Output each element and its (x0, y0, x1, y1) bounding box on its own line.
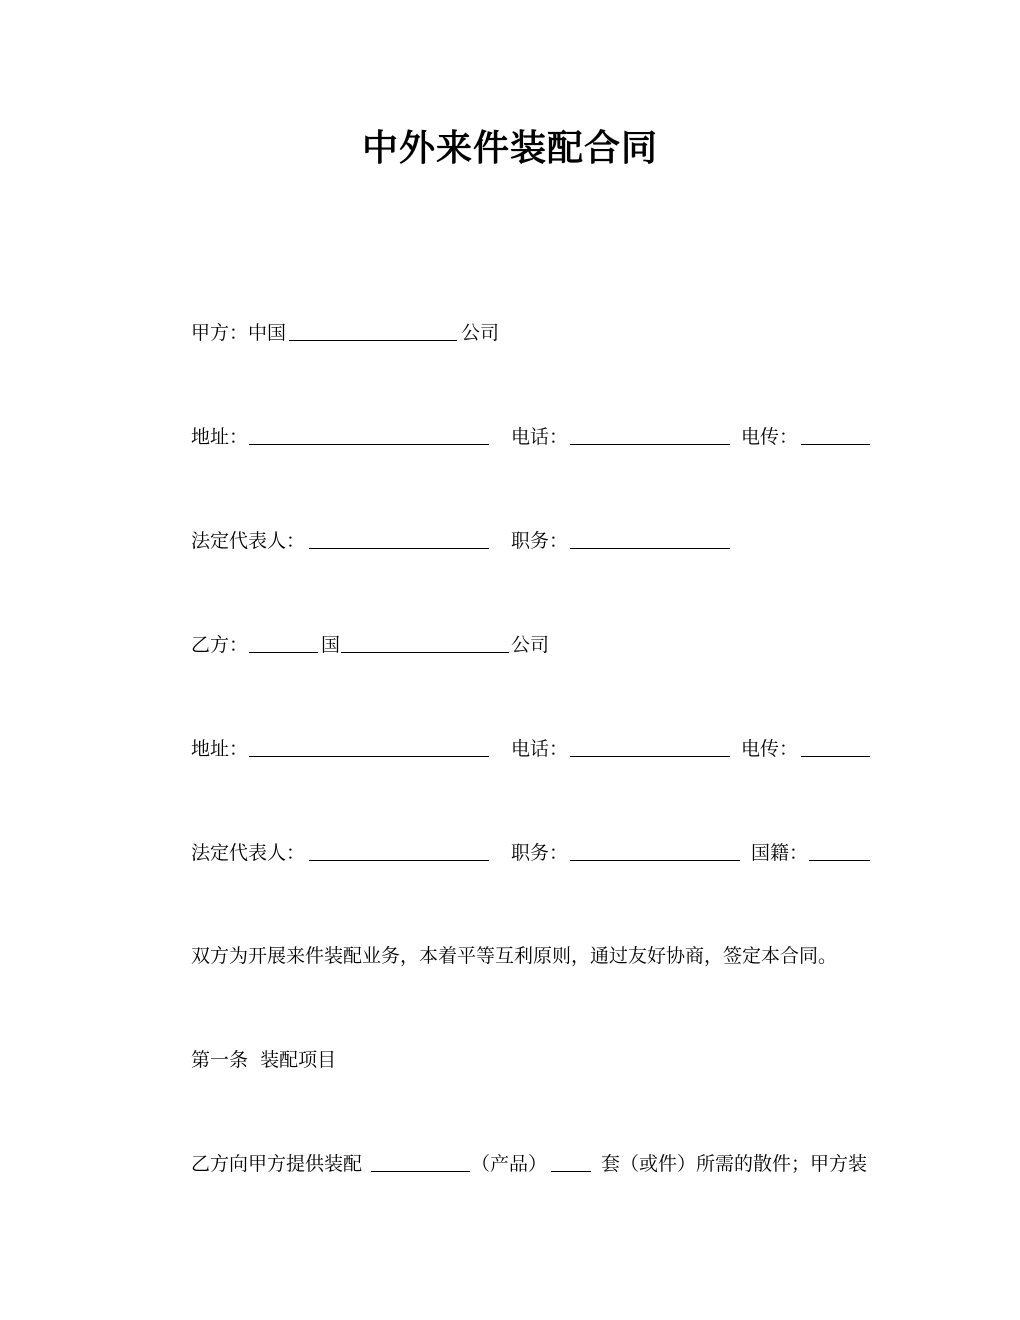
party-a-name-line (191, 320, 891, 346)
party-b-address-line (191, 736, 891, 762)
party-a-fax-label: 电传： (741, 426, 799, 448)
party-a-address-line (191, 424, 891, 450)
party-b-country: 国 (321, 634, 341, 656)
party-a-suffix: 公司 (461, 322, 500, 344)
party-b-address-label: 地址： (191, 738, 249, 760)
quantity-blank (551, 1151, 591, 1172)
party-a-rep-line (191, 528, 891, 554)
party-a-phone-label: 电话： (511, 426, 569, 448)
party-a-address-label: 地址： (191, 426, 249, 448)
intro-paragraph: 双方为开展来件装配业务，本着平等互利原则，通过友好协商，签定本合同。 (191, 945, 838, 967)
party-a-rep-blank (309, 528, 489, 549)
party-b-phone-label: 电话： (511, 738, 569, 760)
party-b-nationality-blank (809, 840, 870, 861)
party-a-rep-label: 法定代表人： (191, 530, 306, 552)
party-b-fax-label: 电传： (741, 738, 799, 760)
party-a-name-blank (289, 320, 457, 341)
party-a-phone-blank (570, 424, 730, 445)
party-b-label: 乙方： (191, 634, 249, 656)
product-blank (371, 1151, 470, 1172)
party-b-country-blank (249, 632, 318, 653)
party-b-name-line (191, 632, 891, 658)
party-b-rep-blank (309, 840, 489, 861)
article-1-heading: 第一条 装配项目 (191, 1049, 337, 1071)
article-1-text-part2: （产品） (471, 1153, 548, 1175)
party-b-rep-label: 法定代表人： (191, 842, 306, 864)
party-a-position-label: 职务： (511, 530, 569, 552)
party-a-fax-blank (801, 424, 870, 445)
party-b-phone-blank (570, 736, 730, 757)
party-b-fax-blank (801, 736, 870, 757)
article-1-text-part3: 套（或件）所需的散件；甲方装 (601, 1153, 868, 1175)
party-a-address-blank (249, 424, 489, 445)
article-1-text (191, 1151, 891, 1177)
party-b-position-blank (570, 840, 740, 861)
party-b-rep-line (191, 840, 891, 866)
party-a-label: 甲方：中国 (191, 322, 287, 344)
party-b-position-label: 职务： (511, 842, 569, 864)
party-b-address-blank (249, 736, 489, 757)
party-a-position-blank (570, 528, 730, 549)
party-b-nationality-label: 国籍： (751, 842, 809, 864)
party-b-suffix: 公司 (511, 634, 550, 656)
article-1-text-part1: 乙方向甲方提供装配 (191, 1153, 363, 1175)
document-title: 中外来件装配合同 (361, 128, 658, 169)
party-b-name-blank (341, 632, 509, 653)
